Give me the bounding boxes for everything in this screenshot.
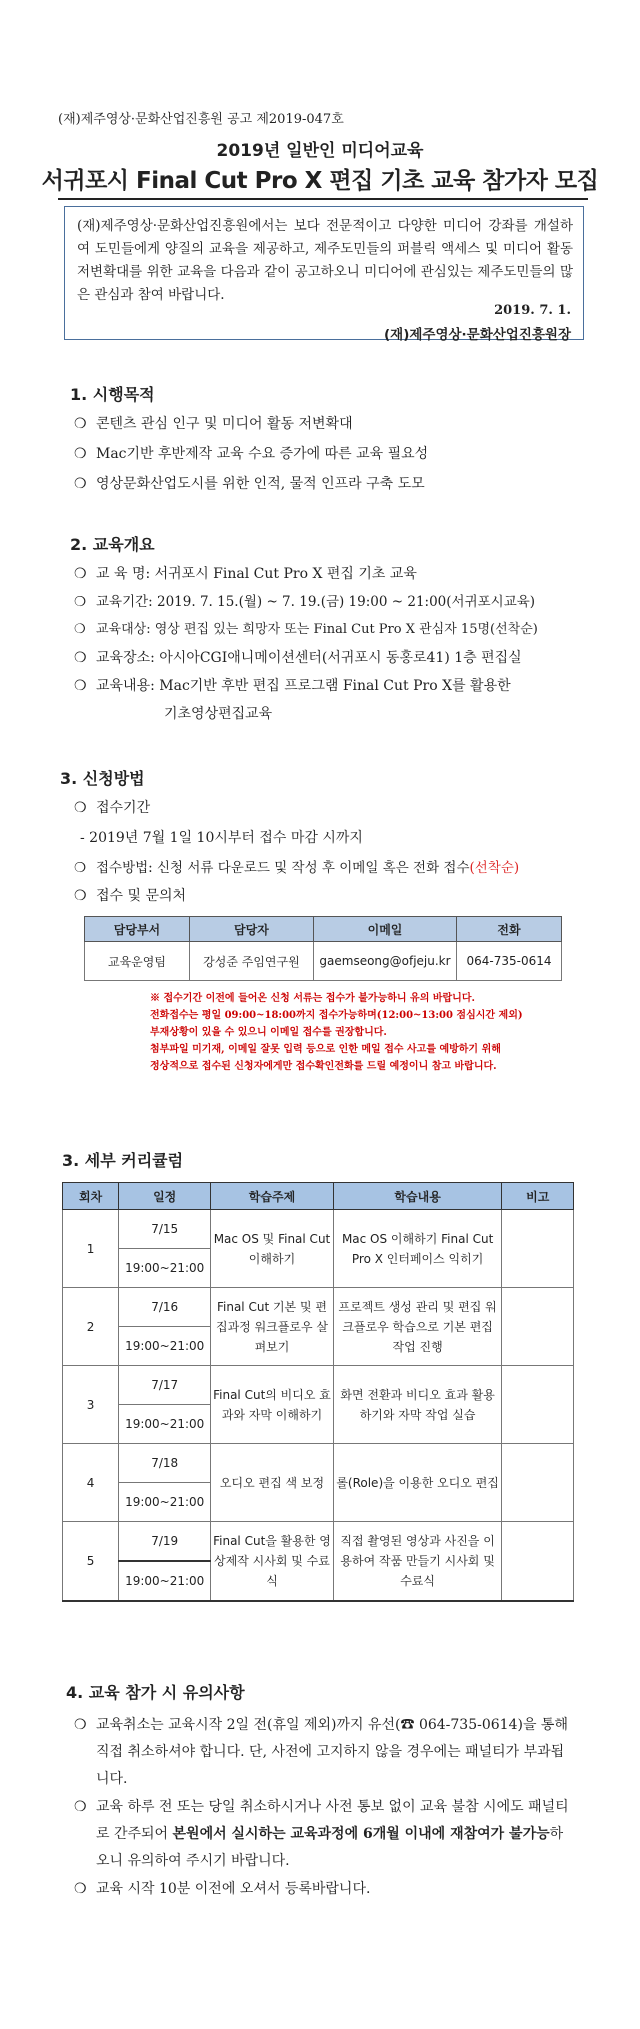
circle-bullet-icon: ❍ (74, 446, 87, 462)
circle-bullet-icon: ❍ (74, 800, 87, 816)
circle-bullet-icon: ❍ (74, 566, 87, 582)
circle-bullet-icon: ❍ (74, 622, 86, 637)
session-content: 화면 전환과 비디오 효과 활용하기와 자막 작업 실습 (333, 1366, 502, 1444)
purpose-item: ❍ 콘텐츠 관심 인구 및 미디어 활동 저변확대 (74, 416, 353, 432)
contact-person: 강성준 주임연구원 (189, 942, 313, 981)
col-header-content: 학습내용 (333, 1183, 502, 1210)
warning-line: ※ 접수기간 이전에 들어온 신청 서류는 접수가 불가능하니 유의 바랍니다. (150, 993, 475, 1004)
note-item (74, 1794, 574, 1875)
contact-phone[interactable]: 064-735-0614 (457, 942, 562, 981)
page-title: 서귀포시 Final Cut Pro X 편집 기초 교육 참가자 모집 (41, 168, 599, 194)
session-number: 5 (63, 1522, 119, 1602)
circle-bullet-icon: ❍ (74, 650, 87, 666)
table-row (63, 1366, 574, 1405)
session-time: 19:00~21:00 (119, 1405, 211, 1444)
session-content: 직접 촬영된 영상과 사진을 이용하여 작품 만들기 시사회 및 수료식 (333, 1522, 502, 1602)
first-come-note: (선착순) (469, 860, 520, 876)
circle-bullet-icon: ❍ (74, 888, 87, 904)
col-header-person: 담당자 (189, 917, 313, 942)
circle-bullet-icon: ❍ (74, 1881, 87, 1897)
application-method: ❍ 접수방법: 신청 서류 다운로드 및 작성 후 이메일 혹은 전화 접수(선착순) (74, 860, 520, 876)
title-underline (58, 198, 588, 200)
warning-line: 정상적으로 접수된 신청자에게만 접수확인전화를 드릴 예정이니 참고 바랍니다. (150, 1061, 497, 1072)
session-remarks (502, 1522, 574, 1602)
overview-item: ❍ 교육대상: 영상 편집 있는 희망자 또는 Final Cut Pro X 관심자 15명(선착순) (74, 620, 538, 640)
session-content: 프로젝트 생성 관리 및 편집 워크플로우 학습으로 기본 편집 작업 진행 (333, 1288, 502, 1366)
col-header-remarks: 비고 (502, 1183, 574, 1210)
overview-item: ❍ 교 육 명: 서귀포시 Final Cut Pro X 편집 기초 교육 (74, 566, 417, 582)
intro-organization: (재)제주영상·문화산업진흥원장 (383, 327, 571, 343)
session-remarks (502, 1444, 574, 1522)
note-arrival: 교육 시작 10분 이전에 오셔서 등록바랍니다. (96, 1881, 371, 1897)
circle-bullet-icon: ❍ (74, 416, 87, 432)
circle-bullet-icon: ❍ (74, 476, 87, 492)
session-content: 롤(Role)을 이용한 오디오 편집 (333, 1444, 502, 1522)
session-time: 19:00~21:00 (119, 1249, 211, 1288)
col-header-schedule: 일정 (119, 1183, 211, 1210)
contact-email[interactable]: gaemseong@ofjeju.kr (313, 942, 456, 981)
overview-item: ❍ 교육장소: 아시아CGI애니메이션센터(서귀포시 동홍로41) 1층 편집실 (74, 650, 522, 666)
notice-number: (재)제주영상·문화산업진흥원 공고 제2019-047호 (58, 112, 344, 127)
session-number: 3 (63, 1366, 119, 1444)
application-warnings (150, 990, 590, 1075)
overview-item: ❍ 교육내용: Mac기반 후반 편집 프로그램 Final Cut Pro X를 활용한 (74, 678, 511, 694)
section-notes-title: 4. 교육 참가 시 유의사항 (66, 1683, 245, 1702)
intro-text: (재)제주영상·문화산업진흥원에서는 보다 전문적이고 다양한 미디어 강좌를 개설하여 도민들에게 양질의 교육을 제공하고, 제주도민들의 퍼블릭 액세스 및 미디어 활동 저변확대를 위한 교육을 다음과 같이 공고하오니 미디어에 관심있는 제주도민들의 많은 관심과 참여 바랍니다. (77, 218, 573, 303)
circle-bullet-icon: ❍ (74, 1799, 87, 1815)
session-topic: 오디오 편집 색 보정 (211, 1444, 334, 1522)
section-overview-title: 2. 교육개요 (70, 535, 155, 554)
session-remarks (502, 1210, 574, 1288)
purpose-item: ❍ Mac기반 후반제작 교육 수요 증가에 따른 교육 필요성 (74, 446, 429, 462)
session-date: 7/16 (119, 1288, 211, 1327)
contact-dept: 교육운영팀 (85, 942, 190, 981)
intro-date: 2019. 7. 1. (494, 303, 571, 318)
section-application-title: 3. 신청방법 (60, 769, 145, 788)
page-subtitle: 2019년 일반인 미디어교육 (216, 141, 424, 161)
application-period-label: ❍ 접수기간 (74, 800, 151, 816)
note-item (74, 1712, 574, 1793)
section-purpose-title: 1. 시행목적 (70, 385, 155, 404)
session-time: 19:00~21:00 (119, 1561, 211, 1601)
overview-item-continued: 기초영상편집교육 (164, 706, 273, 722)
contact-table-header (85, 917, 562, 942)
section-curriculum-title: 3. 세부 커리큘럼 (62, 1151, 184, 1170)
table-row (63, 1210, 574, 1249)
note-item (74, 1876, 574, 1903)
session-date: 7/19 (119, 1522, 211, 1562)
session-date: 7/15 (119, 1210, 211, 1249)
warning-line: 전화접수는 평일 09:00~18:00까지 접수가능하며(12:00~13:00 점심시간 제외) (150, 1010, 523, 1021)
session-topic: Mac OS 및 Final Cut 이해하기 (211, 1210, 334, 1288)
session-date: 7/18 (119, 1444, 211, 1483)
contact-label: ❍ 접수 및 문의처 (74, 888, 187, 904)
circle-bullet-icon: ❍ (74, 678, 87, 694)
col-header-topic: 학습주제 (211, 1183, 334, 1210)
warning-line: 첨부파일 미기재, 이메일 잘못 입력 등으로 인한 메일 접수 사고를 예방하기 위해 (150, 1044, 501, 1055)
session-date: 7/17 (119, 1366, 211, 1405)
table-row (63, 1288, 574, 1327)
circle-bullet-icon: ❍ (74, 860, 87, 876)
col-header-session: 회차 (63, 1183, 119, 1210)
overview-item: ❍ 교육기간: 2019. 7. 15.(월) ~ 7. 19.(금) 19:00 ~ 21:00(서귀포시교육) (74, 594, 536, 610)
session-topic: Final Cut의 비디오 효과와 자막 이해하기 (211, 1366, 334, 1444)
col-header-phone: 전화 (457, 917, 562, 942)
intro-box (64, 206, 584, 343)
session-remarks (502, 1288, 574, 1366)
session-time: 19:00~21:00 (119, 1483, 211, 1522)
table-row (63, 1522, 574, 1562)
col-header-dept: 담당부서 (85, 917, 190, 942)
circle-bullet-icon: ❍ (74, 1717, 87, 1733)
curriculum-table-header (63, 1183, 574, 1210)
session-remarks (502, 1366, 574, 1444)
circle-bullet-icon: ❍ (74, 594, 87, 610)
purpose-item: ❍ 영상문화산업도시를 위한 인적, 물적 인프라 구축 도모 (74, 476, 425, 492)
session-number: 1 (63, 1210, 119, 1288)
warning-line: 부재상황이 있을 수 있으니 이메일 접수를 권장합니다. (150, 1027, 387, 1038)
application-period-detail: - 2019년 7월 1일 10시부터 접수 마감 시까지 (80, 830, 363, 846)
session-topic: Final Cut 기본 및 편집과정 워크플로우 살펴보기 (211, 1288, 334, 1366)
session-topic: Final Cut을 활용한 영상제작 시사회 및 수료식 (211, 1522, 334, 1602)
session-content: Mac OS 이해하기 Final Cut Pro X 인터페이스 익히기 (333, 1210, 502, 1288)
session-number: 4 (63, 1444, 119, 1522)
col-header-email: 이메일 (313, 917, 456, 942)
note-penalty: 교육 하루 전 또는 당일 취소하시거나 사전 통보 없이 교육 불참 시에도 패널티로 간주되어 본원에서 실시하는 교육과정에 6개월 이내에 재참여가 불가능하오니 유의하여 주시기 바랍니다. (96, 1799, 569, 1869)
table-row (85, 942, 562, 981)
contact-table (84, 916, 562, 981)
session-number: 2 (63, 1288, 119, 1366)
note-cancel: 교육취소는 교육시작 2일 전(휴일 제외)까지 유선(☎ 064-735-0614)을 통해 직접 취소하셔야 합니다. 단, 사전에 고지하지 않을 경우에는 패널티가 부과됩니다. (96, 1717, 568, 1787)
session-time: 19:00~21:00 (119, 1327, 211, 1366)
table-row (63, 1444, 574, 1483)
curriculum-table (62, 1182, 574, 1602)
